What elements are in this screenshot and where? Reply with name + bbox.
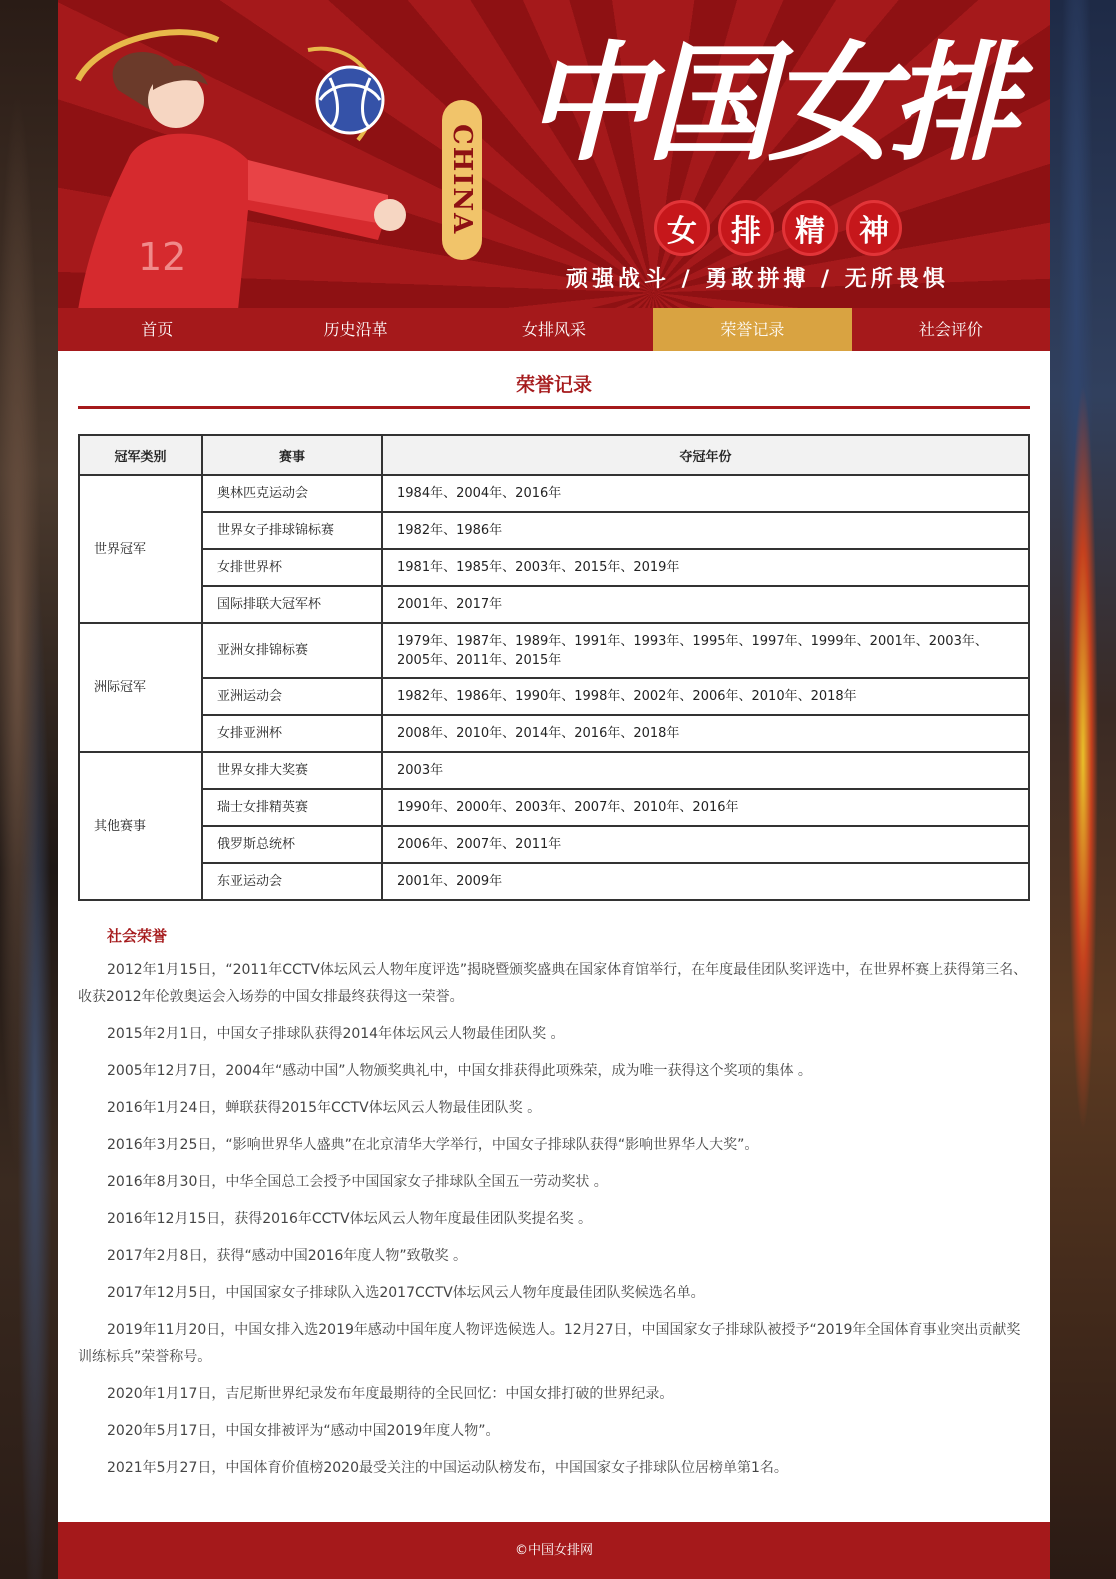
years-cell: 2001年、2017年 <box>382 586 1029 623</box>
years-cell: 1984年、2004年、2016年 <box>382 475 1029 512</box>
footer: ©中国女排网 <box>58 1522 1050 1579</box>
years-cell: 1982年、1986年、1990年、1998年、2002年、2006年、2010年、2018年 <box>382 678 1029 715</box>
china-label: CHINA <box>447 124 477 236</box>
honor-paragraph: 2021年5月27日，中国体育价值榜2020最受关注的中国运动队榜发布，中国国家女子排球队位居榜单第1名。 <box>107 1460 788 1476</box>
player-illustration <box>58 20 418 308</box>
honor-paragraph: 2017年12月5日，中国国家女子排球队入选2017CCTV体坛风云人物年度最佳团队奖候选名单。 <box>107 1285 705 1301</box>
china-label-pill <box>442 100 482 260</box>
nav-item-style[interactable]: 女排风采 <box>522 320 587 339</box>
seal: 精 <box>782 200 838 256</box>
spirit-seals <box>654 200 902 258</box>
event-cell: 东亚运动会 <box>202 863 382 900</box>
nav-item-history[interactable]: 历史沿革 <box>323 320 388 339</box>
page-container <box>58 0 1050 1579</box>
years-cell: 1979年、1987年、1989年、1991年、1993年、1995年、1997年、1999年、2001年、2003年、2005年、2011年、2015年 <box>382 623 1029 678</box>
honor-paragraph: 2016年12月15日，获得2016年CCTV体坛风云人物年度最佳团队奖提名奖 。 <box>107 1211 593 1227</box>
event-cell: 亚洲运动会 <box>202 678 382 715</box>
honors-table <box>78 434 1030 901</box>
honor-paragraph: 2016年8月30日，中华全国总工会授予中国国家女子排球队全国五一劳动奖状 。 <box>107 1174 608 1190</box>
event-cell: 奥林匹克运动会 <box>202 475 382 512</box>
years-cell: 2003年 <box>382 752 1029 789</box>
honor-paragraph: 2005年12月7日，2004年“感动中国”人物颁奖典礼中，中国女排获得此项殊荣，成为唯一获得这个奖项的集体 。 <box>107 1063 812 1079</box>
banner-slogan: 顽强战斗 / 勇敢拼搏 / 无所畏惧 <box>566 267 949 292</box>
svg-text:12: 12 <box>138 235 187 279</box>
event-cell: 俄罗斯总统杯 <box>202 826 382 863</box>
event-cell: 世界女子排球锦标赛 <box>202 512 382 549</box>
honor-paragraph: 2016年3月25日，“影响世界华人盛典”在北京清华大学举行，中国女子排球队获得“影响世界华人大奖”。 <box>107 1137 759 1153</box>
main-content <box>58 351 1050 1482</box>
background-right-photo <box>1050 0 1116 1579</box>
table-row <box>79 863 1029 900</box>
header-event: 赛事 <box>202 435 382 475</box>
main-nav <box>58 308 1050 351</box>
header-years: 夺冠年份 <box>382 435 1029 475</box>
event-cell: 女排世界杯 <box>202 549 382 586</box>
years-cell: 1990年、2000年、2003年、2007年、2010年、2016年 <box>382 789 1029 826</box>
table-row <box>79 752 1029 789</box>
seal: 神 <box>846 200 902 256</box>
table-row <box>79 475 1029 512</box>
header-category: 冠军类别 <box>79 435 202 475</box>
nav-item-honors[interactable]: 荣誉记录 <box>653 308 851 351</box>
honor-paragraph: 2015年2月1日，中国女子排球队获得2014年体坛风云人物最佳团队奖 。 <box>107 1026 565 1042</box>
honor-paragraph: 2019年11月20日，中国女排入选2019年感动中国年度人物评选候选人。12月27日，中国国家女子排球队被授予“2019年全国体育事业突出贡献奖训练标兵”荣誉称号。 <box>78 1322 1021 1365</box>
seal: 排 <box>718 200 774 256</box>
years-cell: 2001年、2009年 <box>382 863 1029 900</box>
event-cell: 国际排联大冠军杯 <box>202 586 382 623</box>
social-honors-title: 社会荣誉 <box>107 927 168 945</box>
honor-paragraph: 2016年1月24日，蝉联获得2015年CCTV体坛风云人物最佳团队奖 。 <box>107 1100 542 1116</box>
page-title: 荣誉记录 <box>78 351 1030 409</box>
event-cell: 女排亚洲杯 <box>202 715 382 752</box>
table-row <box>79 678 1029 715</box>
background-left-photo <box>0 0 58 1579</box>
table-row <box>79 549 1029 586</box>
years-cell: 2006年、2007年、2011年 <box>382 826 1029 863</box>
years-cell: 1981年、1985年、2003年、2015年、2019年 <box>382 549 1029 586</box>
nav-item-home[interactable]: 首页 <box>141 320 174 339</box>
table-row <box>79 586 1029 623</box>
table-row <box>79 826 1029 863</box>
honor-paragraph: 2020年5月17日，中国女排被评为“感动中国2019年度人物”。 <box>107 1423 500 1439</box>
banner-title: 中国女排 <box>524 29 1013 179</box>
event-cell: 亚洲女排锦标赛 <box>202 623 382 678</box>
table-row <box>79 789 1029 826</box>
years-cell: 1982年、1986年 <box>382 512 1029 549</box>
category-cell: 其他赛事 <box>79 752 202 900</box>
event-cell: 世界女排大奖赛 <box>202 752 382 789</box>
table-row <box>79 623 1029 678</box>
table-header-row <box>79 435 1029 475</box>
header-banner <box>58 0 1050 308</box>
category-cell: 洲际冠军 <box>79 623 202 752</box>
table-row <box>79 512 1029 549</box>
honor-paragraph: 2020年1月17日，吉尼斯世界纪录发布年度最期待的全民回忆：中国女排打破的世界纪录。 <box>107 1386 674 1402</box>
table-row <box>79 715 1029 752</box>
honor-paragraph: 2012年1月15日，“2011年CCTV体坛风云人物年度评选”揭晓暨颁奖盛典在国家体育馆举行，在年度最佳团队奖评选中，在世界杯赛上获得第三名、收获2012年伦敦奥运会入场券的中国女排最终获得这一荣誉。 <box>78 962 1028 1005</box>
category-cell: 世界冠军 <box>79 475 202 623</box>
years-cell: 2008年、2010年、2014年、2016年、2018年 <box>382 715 1029 752</box>
honor-paragraph: 2017年2月8日，获得“感动中国2016年度人物”致敬奖 。 <box>107 1248 468 1264</box>
nav-item-reviews[interactable]: 社会评价 <box>918 320 983 339</box>
social-honors-list <box>78 957 1030 1482</box>
event-cell: 瑞士女排精英赛 <box>202 789 382 826</box>
seal: 女 <box>654 200 710 256</box>
